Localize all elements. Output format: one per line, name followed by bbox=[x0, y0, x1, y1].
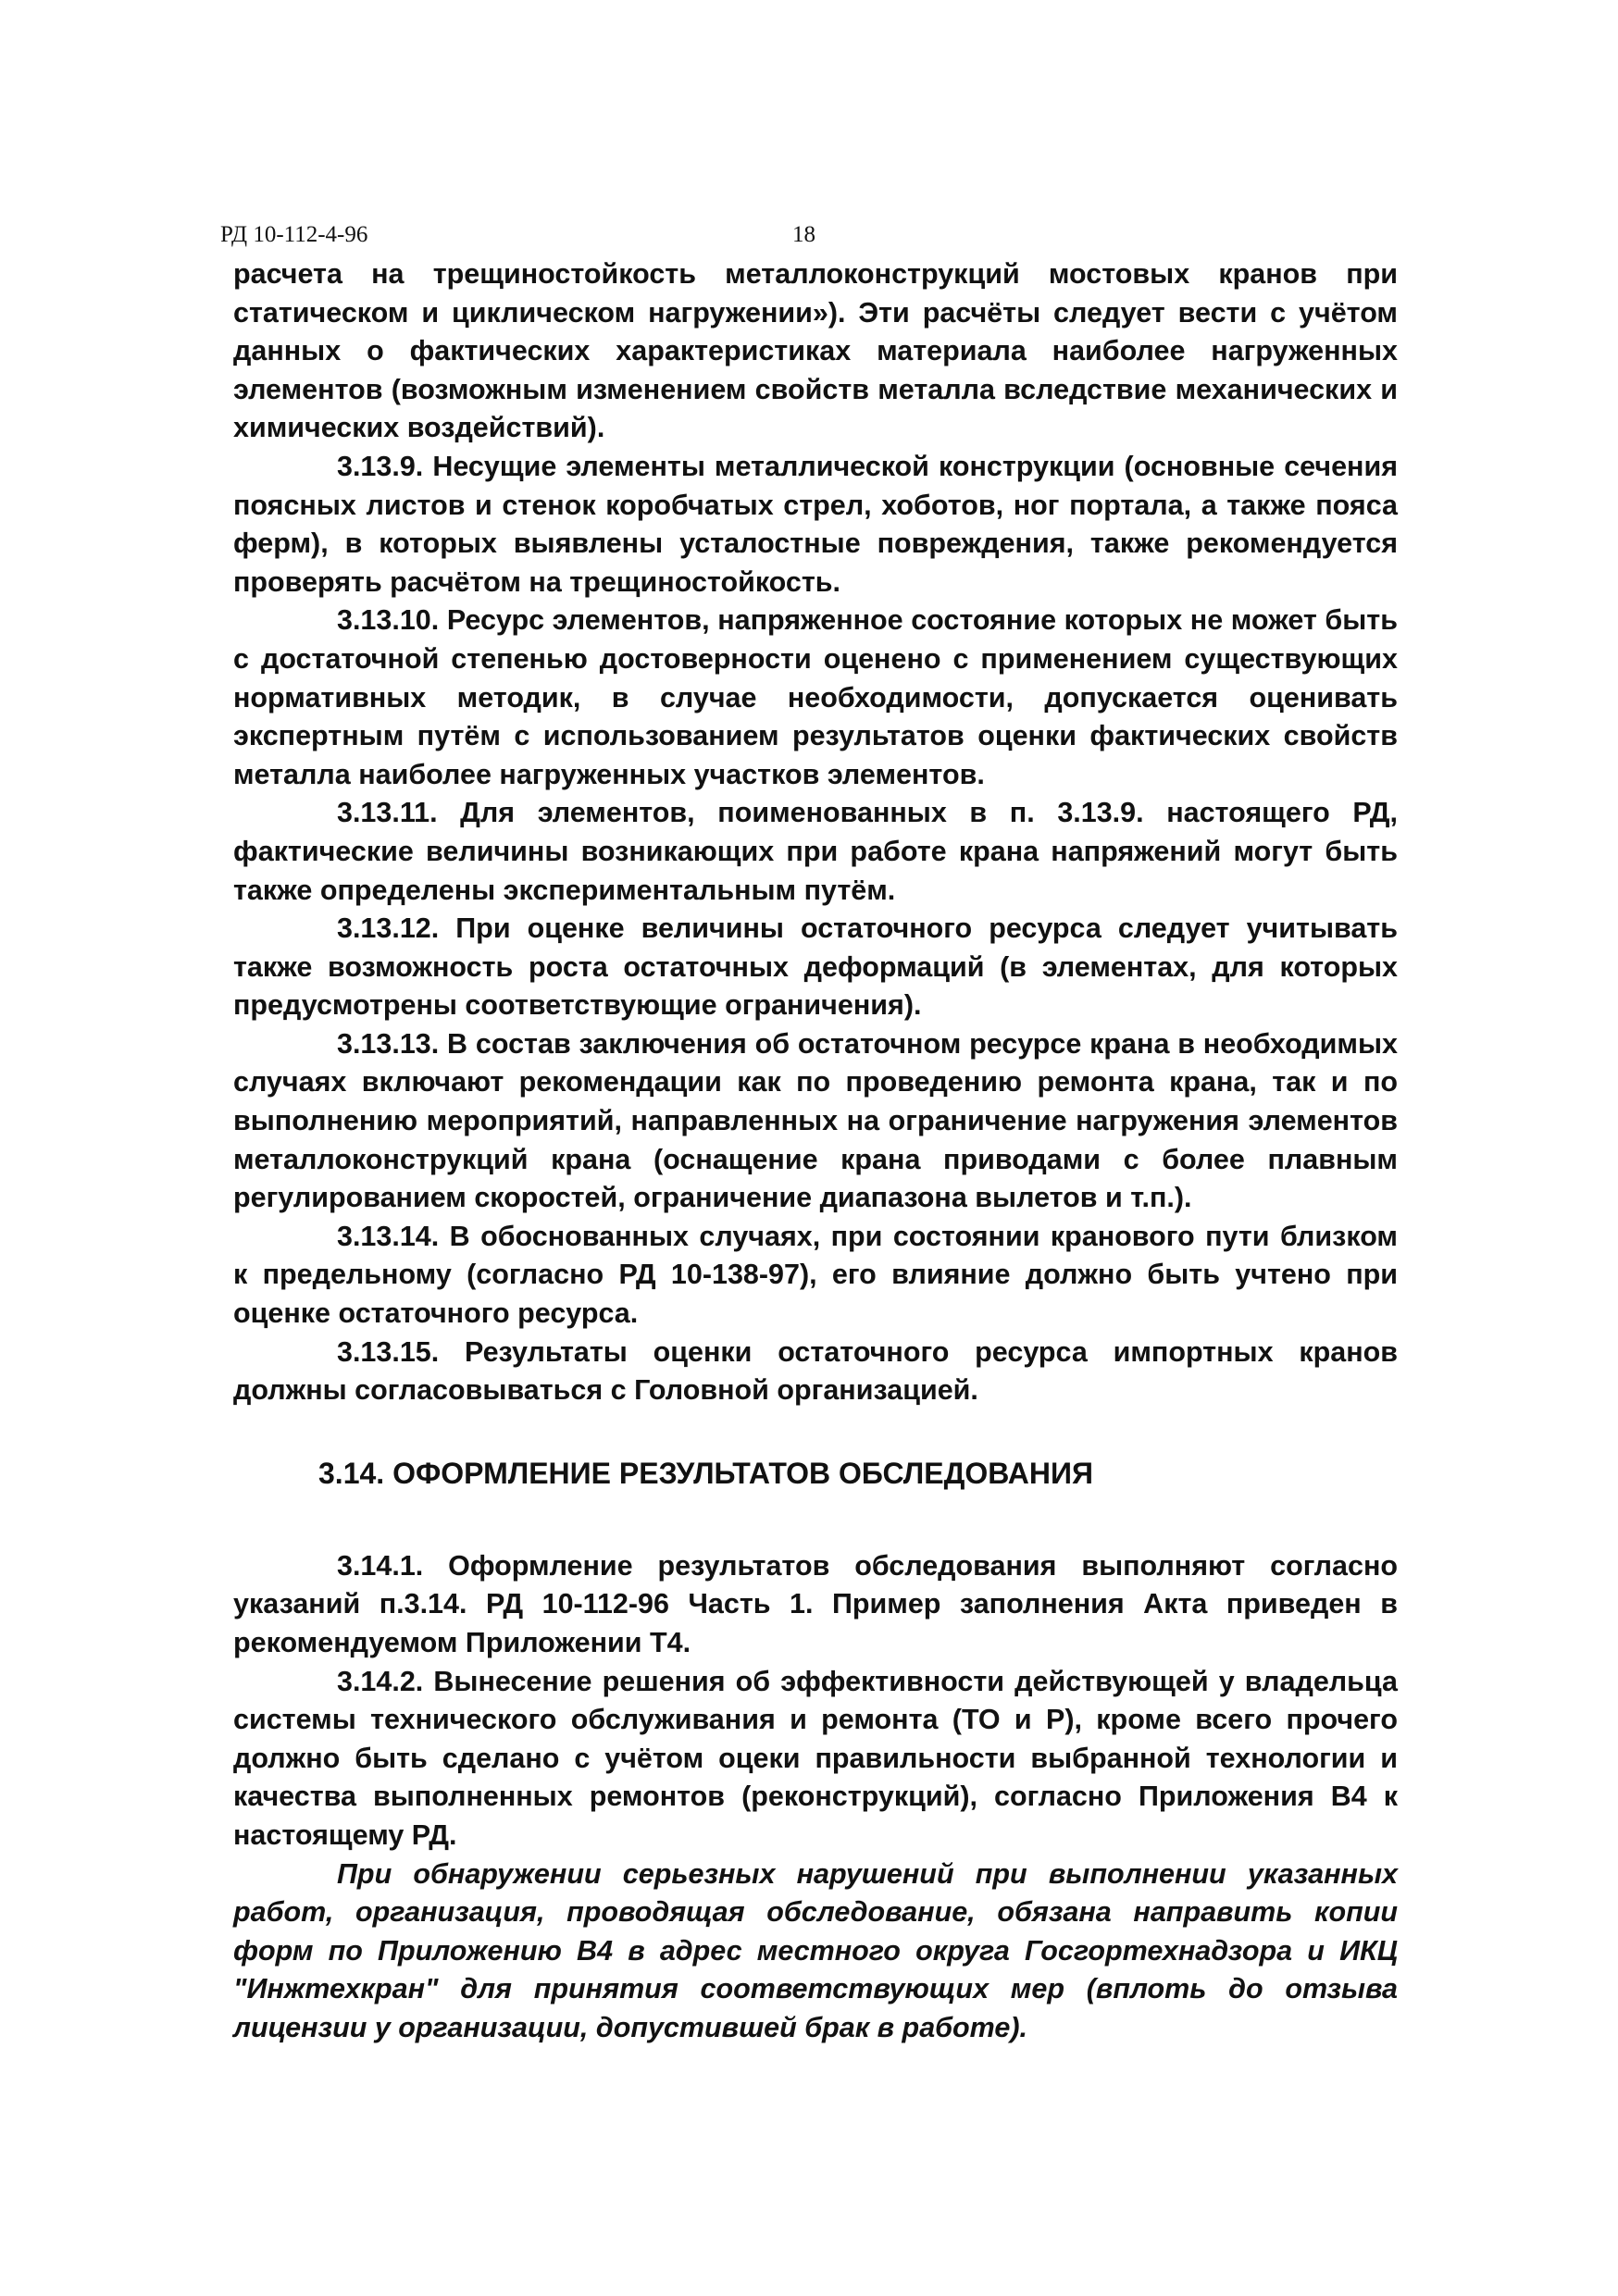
paragraph-3-13-11: 3.13.11. Для элементов, поименованных в п. 3.13.9. настоящего РД, фактические величины возникающих при работе крана напряжений могут быть также определены экспериментальным путём. bbox=[233, 797, 1398, 906]
page-number: 18 bbox=[792, 222, 815, 247]
paragraph-3-13-13: 3.13.13. В состав заключения об остаточном ресурсе крана в необходимых случаях включают рекомендации как по проведению ремонта крана, так и по выполнению мероприятий, направленных на ограничение нагружения элементов металлоконструкций крана (оснащение крана приводами с более плавным регулированием скоростей, ограничение диапазона вылетов и т.п.). bbox=[233, 1027, 1398, 1214]
page-header bbox=[220, 222, 1398, 255]
paragraph-3-13-15: 3.13.15. Результаты оценки остаточного ресурса импортных кранов должны согласовываться с Головной организацией. bbox=[233, 1335, 1398, 1407]
paragraph-continuation: расчета на трещиностойкость металлоконструкций мостовых кранов при статическом и циклическом нагружении»). Эти расчёты следует вести с учётом данных о фактических характеристиках материала наиболее нагруженных элементов (возможным изменением свойств металла вследствие механических и химических воздействий). bbox=[233, 258, 1398, 444]
paragraph-3-14-2: 3.14.2. Вынесение решения об эффективности действующей у владельца системы технического обслуживания и ремонта (ТО и Р), кроме всего прочего должно быть сделано с учётом оцеки правильности выбранной технологии и качества выполненных ремонтов (реконструкций), согласно Приложения В4 к настоящему РД. bbox=[233, 1665, 1398, 1851]
paragraph-italic-note: При обнаружении серьезных нарушений при выполнении указанных работ, организация, проводящая обследование, обязана направить копии форм по Приложению В4 в адрес местного округа Госгортехнадзора и ИКЦ "Инжтехкран" для принятия соответствующих мер (вплоть до отзыва лицензии у организации, допустившей брак в работе). bbox=[233, 1857, 1398, 2043]
section-heading: 3.14. ОФОРМЛЕНИЕ РЕЗУЛЬТАТОВ ОБСЛЕДОВАНИЯ bbox=[318, 1456, 1093, 1490]
paragraph-3-13-12: 3.13.12. При оценке величины остаточного ресурса следует учитывать также возможность роста остаточных деформаций (в элементах, для которых предусмотрены соответствующие ограничения). bbox=[233, 912, 1398, 1022]
document-code: РД 10-112-4-96 bbox=[220, 222, 368, 247]
paragraph-3-14-1: 3.14.1. Оформление результатов обследования выполняют согласно указаний п.3.14. РД 10-112-96 Часть 1. Пример заполнения Акта приведен в рекомендуемом Приложении Т4. bbox=[233, 1549, 1398, 1658]
document-page bbox=[220, 222, 1398, 2048]
paragraph-3-13-10: 3.13.10. Ресурс элементов, напряженное состояние которых не может быть с достаточной степенью достоверности оценено с применением существующих нормативных методик, в случае необходимости, допускается оценивать экспертным путём с использованием результатов оценки фактических свойств металла наиболее нагруженных участков элементов. bbox=[233, 604, 1398, 790]
paragraph-3-13-9: 3.13.9. Несущие элементы металлической конструкции (основные сечения поясных листов и стенок коробчатых стрел, хоботов, ног портала, а также пояса ферм), в которых выявлены усталостные повреждения, также рекомендуется проверять расчётом на трещиностойкость. bbox=[233, 450, 1398, 598]
paragraph-3-13-14: 3.13.14. В обоснованных случаях, при состоянии кранового пути близком к предельному (согласно РД 10-138-97), его влияние должно быть учтено при оценке остаточного ресурса. bbox=[233, 1220, 1398, 1330]
